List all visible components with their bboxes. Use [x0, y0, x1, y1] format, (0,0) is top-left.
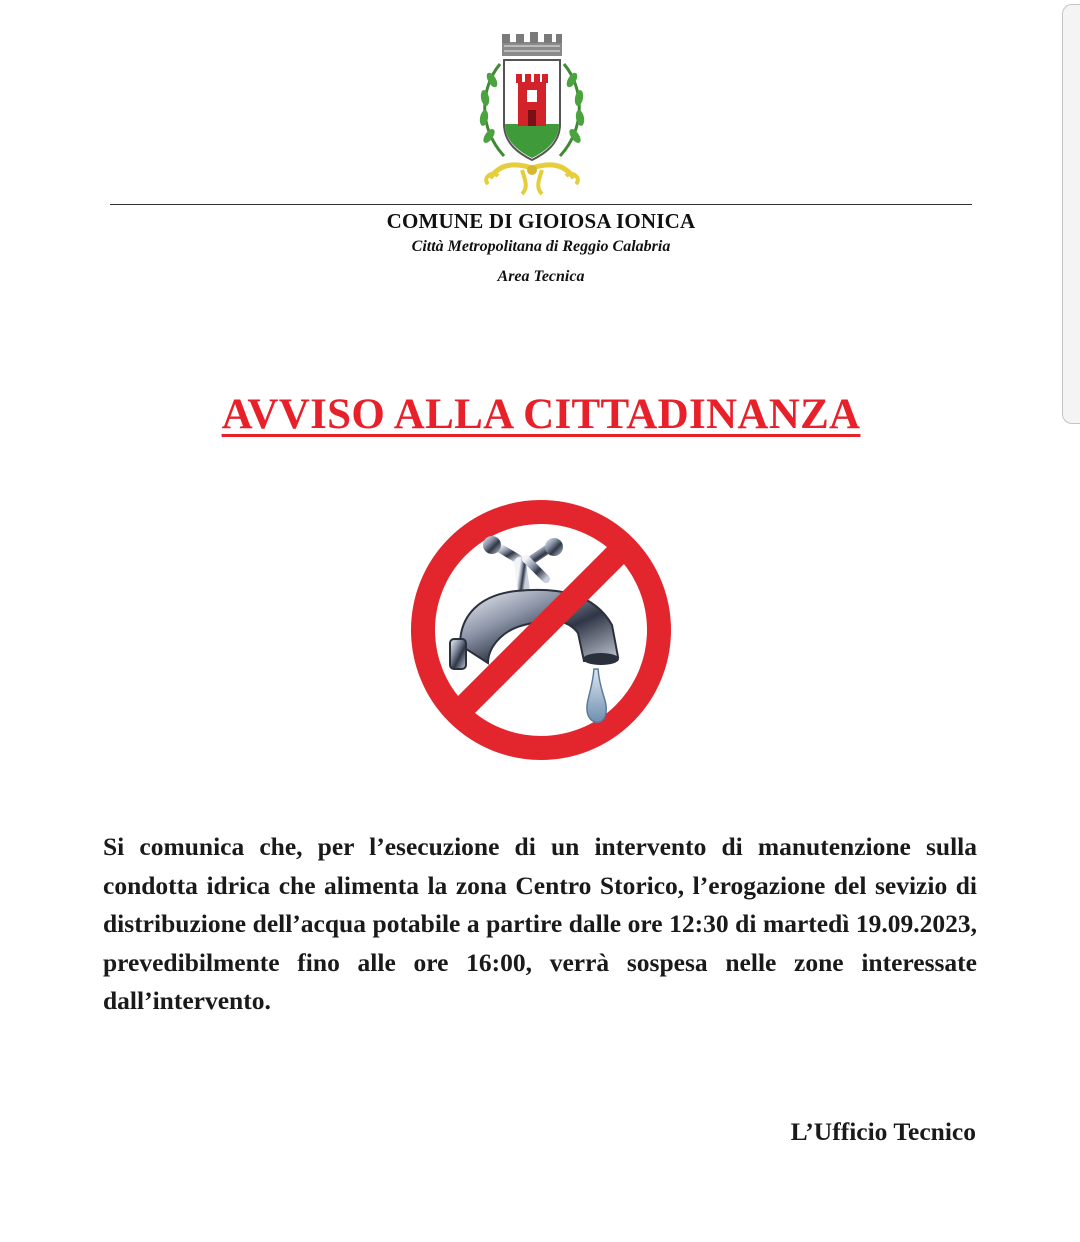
notice-title: AVVISO ALLA CITTADINANZA	[221, 391, 861, 438]
coat-of-arms-icon	[470, 28, 594, 196]
header-divider	[110, 204, 972, 205]
metro-city-subtitle: Città Metropolitana di Reggio Calabria	[411, 238, 671, 255]
notice-body: Si comunica che, per l’esecuzione di un intervento di manutenzione sulla condotta idrica che alimenta la zona Centro Storico, l’erogazione del sevizio di distribuzione dell’acqua potabile a partire dalle ore 12:30 di martedì 19.09.2023, prevedibilmente fino alle ore 16:00, verrà sospesa nelle zone interessate dall’intervento.	[103, 832, 977, 1015]
edge-panel-handle[interactable]	[1062, 4, 1080, 424]
no-water-tap-icon	[408, 497, 674, 763]
department-name: Area Tecnica	[497, 268, 585, 285]
signature: L’Ufficio Tecnico	[790, 1117, 976, 1146]
institution-name: COMUNE DI GIOIOSA IONICA	[386, 209, 696, 233]
